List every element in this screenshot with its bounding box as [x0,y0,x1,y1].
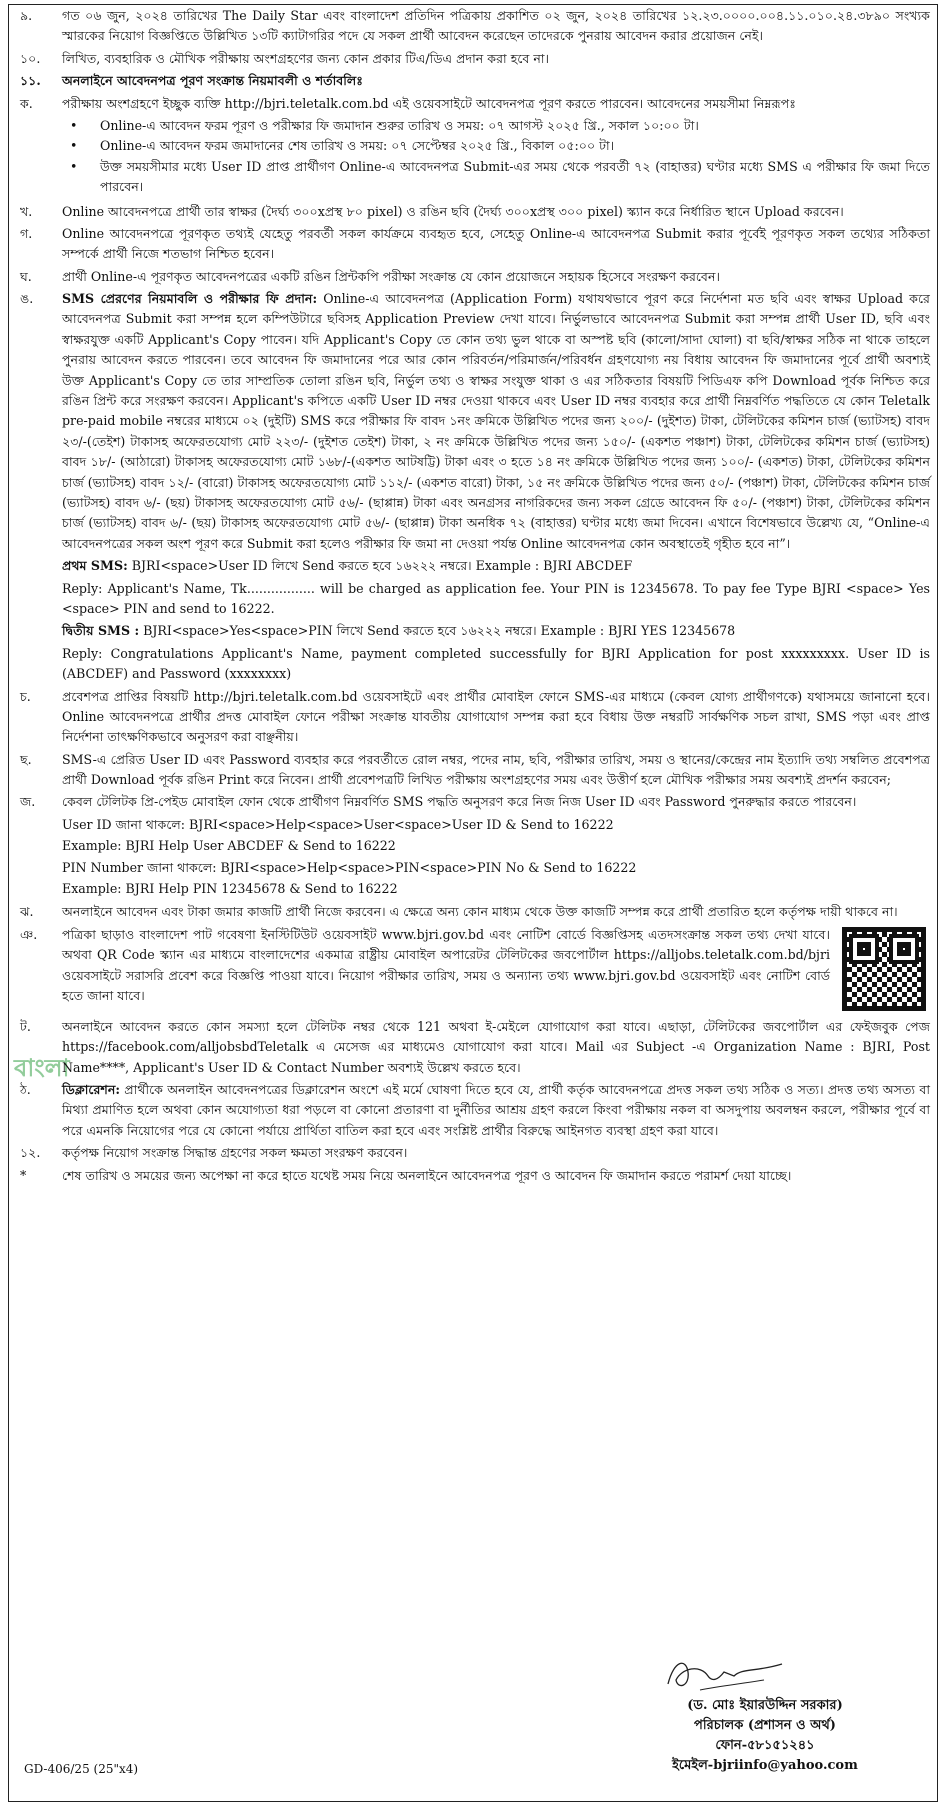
reference-number: GD-406/25 (25"x4) [24,1762,139,1776]
declaration-heading: ডিক্লারেশন: [62,1081,120,1097]
notice-body [20,6,930,1188]
bullet-item: • উক্ত সময়সীমার মধ্যে User ID প্রাপ্ত প্রার্থীগণ Online-এ আবেদনপত্র Submit-এর সময় থেকে পরবর্তী ৭২ (বাহাত্তর) ঘণ্টার মধ্যে SMS এ পরীক্ষার ফি জমা দিতে পারবেন। [70,157,930,198]
item-ja: জ. কেবল টেলিটক প্রি-পেইড মোবাইল ফোন থেকে প্রার্থীগণ নিম্নবর্ণিত SMS পদ্ধতি অনুসরণ করে নিজ নিজ User ID এবং Password পুনরুদ্ধার করতে পারবেন। [20,794,857,810]
item-9: ৯. গত ০৬ জুন, ২০২৪ তারিখের The Daily Star এবং বাংলাদেশ প্রতিদিন পত্রিকায় প্রকাশিত ০২ জুন, ২০২৪ তারিখের ১২.২৩.০০০০.০০৪.১১.০১০.২৪.৩৮৯০ সংখ্যক স্মারকের নিয়োগ বিজ্ঞপ্তিতে উল্লিখিত ১৩টি ক্যাটাগরির পদে যে সকল প্রার্থী আবেদন করেছেন তাদেরকে পুনরায় আবেদন করার প্রয়োজন নেই। [20,8,930,44]
item-uma: ঙ. SMS প্রেরণের নিয়মাবলি ও পরীক্ষার ফি প্রদান: Online-এ আবেদনপত্র (Application Form) যথাযথভাবে পূরণ করে নির্দেশনা মত ছবি এবং স্বাক্ষর Upload করে আবেদনপত্র Submit করা সম্পন্ন হলে কম্পিউটারে ছবিসহ Application Preview দেখা যাবে। নির্ভুলভাবে আবেদনপত্র Submit করা সম্পন্ন প্রার্থী User ID, ছবি এবং স্বাক্ষরযুক্ত একটি Applicant's Copy পাবেন। যদি Applicant's Copy তে কোন তথ্য ভুল থাকে বা অস্পষ্ট ছবি (কালো/সাদা ঘোলা) বা ছবি/স্বাক্ষর সঠিক না থাকে তাহলে পুনরায় আবেদন করতে পারবেন। তবে আবেদন ফি জমাদানের পরে আর কোন পরিবর্তন/পরিমার্জন/পরিবর্ধন গ্রহণযোগ্য নয় বিধায় আবেদন ফি জমাদানের পূর্বে প্রার্থী অবশ্যই উক্ত Applicant's Copy তে তার সাম্প্রতিক তোলা রঙিন ছবি, নির্ভুল তথ্য ও স্বাক্ষর সংযুক্ত থাকা ও এর সঠিকতার বিষয়টি পিডিএফ কপি Download পূর্বক নিশ্চিত করে রঙিন প্রিন্ট করে সংরক্ষণ করবেন। Applicant's কপিতে একটি User ID নম্বর দেওয়া থাকবে এবং User ID নম্বর ব্যবহার করে প্রার্থী নিম্নবর্ণিত পদ্ধতিতে যে কোন Teletalk pre-paid mobile নম্বরের মাধ্যমে ০২ (দুইটি) SMS করে পরীক্ষার ফি বাবদ ১নং ক্রমিকে উল্লিখিত পদের জন্য ২০০/- (দুইশত) টাকা, টেলিটকের কমিশন চার্জ (ভ্যাটসহ) বাবদ ২৩/-(তেইশ) টাকাসহ অফেরতযোগ্য মোট ২২৩/- (দুইশত তেইশ) টাকা, ২ নং ক্রমিকে উল্লিখিত পদের জন্য ১৫০/- (একশত পঞ্চাশ) টাকা, টেলিটকের কমিশন চার্জ (ভ্যাটসহ) বাবদ ১৮/- (আঠারো) টাকাসহ অফেরতযোগ্য মোট ১৬৮/-(একশত আটষট্টি) টাকা এবং ৩ হতে ১৪ নং ক্রমিকে উল্লিখিত পদের জন্য ১০০/- (একশত) টাকা, টেলিটকের কমিশন চার্জ (ভ্যাটসহ) বাবদ ১২/- (বারো) টাকাসহ অফেরতযোগ্য মোট ১১২/- (একশত বারো) টাকা, ১৫ নং ক্রমিকে উল্লিখিত পদের জন্য ৫০/- (পঞ্চাশ) টাকা, টেলিটকের কমিশন চার্জ (ভ্যাটসহ) বাবদ ৬/- (ছয়) টাকাসহ অফেরতযোগ্য মোট ৫৬/- (ছাপ্পান্ন) টাকা এবং অনগ্রসর নাগরিকদের জন্য সকল গ্রেডে আবেদন ফি ৫০/- (পঞ্চাশ) টাকা, টেলিটকের কমিশন চার্জ (ভ্যাটসহ) বাবদ ৬/- (ছয়) টাকাসহ অফেরতযোগ্য মোট ৫৬/- (ছাপ্পান্ন) টাকা অনধিক ৭২ (বাহাত্তর) ঘণ্টার মধ্যে জমা দিবেন। এখানে বিশেষভাবে উল্লেখ্য যে, “Online-এ আবেদনপত্রের সকল অংশ পূরণ করে Submit করা হলেও পরীক্ষার ফি জমা না দেওয়া পর্যন্ত Online আবেদনপত্র কোন অবস্থাতেই গৃহীত হবে না”। [20,291,930,551]
first-sms-reply: Reply: Applicant's Name, Tk................. will be charged as application fee. Your PIN is 12345678. To pay fee Type BJRI <space> Yes <space> PIN and send to 16222. [62,580,930,616]
qr-code-icon[interactable] [842,927,926,1011]
item-ta: ট. অনলাইনে আবেদন করতে কোন সমস্যা হলে টেলিটক নম্বর থেকে 121 অথবা ই-মেইলে যোগাযোগ করা যাবে। এছাড়া, টেলিটকের জবপোর্টাল এর ফেইজবুক পেজ https://facebook.com/alljobsbdTeletalk এ মেসেজ এর মাধ্যমেও যোগাযোগ করা যাবে। Mail এর Subject -এ Organization Name : BJRI, Post Name****, Applicant's User ID & Contact Number অবশ্যই উল্লেখ করতে হবে। [20,1018,930,1075]
item-ga: গ. Online আবেদনপত্রে পূরণকৃত তথ্যই যেহেতু পরবর্তী সকল কার্যক্রমে ব্যবহৃত হবে, সেহেতু Online-এ আবেদনপত্র Submit করার পূর্বেই পূরণকৃত সকল তথ্যের সঠিকতা সম্পর্কে প্রার্থী নিজে শতভাগ নিশ্চিত হবেন। [20,225,930,262]
sms-rules-heading: SMS প্রেরণের নিয়মাবলি ও পরীক্ষার ফি প্রদান: [62,291,318,307]
bullet-item: • Online-এ আবেদন ফরম পূরণ ও পরীক্ষার ফি জমাদান শুরুর তারিখ ও সময়: ০৭ আগস্ট ২০২৫ খ্রি., সকাল ১০:০০ টা। [70,116,930,136]
item-kha: খ. Online আবেদনপত্রে প্রার্থী তার স্বাক্ষর (দৈর্ঘ্য ৩০০xপ্রস্থ ৮০ pixel) ও রঙিন ছবি (দৈর্ঘ্য ৩০০xপ্রস্থ ৩০০ pixel) স্ক্যান করে নির্ধারিত স্থানে Upload করবেন। [20,203,844,219]
first-sms: প্রথম SMS: BJRI<space>User ID লিখে Send করতে হবে ১৬২২২ নম্বরে। Example : BJRI ABCDEF [62,558,633,574]
item-tha: ঠ. ডিক্লারেশন: প্রার্থীকে অনলাইন আবেদনপত্রের ডিক্লারেশন অংশে এই মর্মে ঘোষণা দিতে হবে যে, প্রার্থী কর্তৃক আবেদনপত্রে প্রদত্ত সকল তথ্য সঠিক ও সত্য। প্রদত্ত তথ্য অসত্য বা মিথ্যা প্রমাণিত হলে অথবা কোন অযোগ্যতা ধরা পড়লে বা কোনো প্রতারণা বা দুর্নীতির আশ্রয় গ্রহণ করলে কিংবা পরীক্ষায় নকল বা অসদুপায় অবলম্বন করলে, পরীক্ষার পূর্বে বা পরে এমনকি নিয়োগের পরে যে কোনো পর্যায়ে প্রার্থিতা বাতিল করা হবে এবং সংশ্লিষ্ট প্রার্থীর বিরুদ্ধে আইনগত ব্যবস্থা গ্রহণ করা যাবে। [20,1081,930,1138]
bullet-item: • Online-এ আবেদন ফরম জমাদানের শেষ তারিখ ও সময়: ০৭ সেপ্টেম্বর ২০২৫ খ্রি., বিকাল ০৫:০০ টা। [70,136,930,156]
signatory-email[interactable]: ইমেইল-bjriinfo@yahoo.com [672,1758,858,1774]
bullet-dot-icon: • [70,117,78,133]
item-12: ১২. কর্তৃপক্ষ নিয়োগ সংক্রান্ত সিদ্ধান্ত গ্রহণের সকল ক্ষমতা সংরক্ষণ করবেন। [20,1145,408,1161]
watermark-logo: বাংলা [14,1053,70,1082]
signatory-title: পরিচালক (প্রশাসন ও অর্থ) [694,1718,836,1734]
second-sms: দ্বিতীয় SMS : BJRI<space>Yes<space>PIN লিখে Send করতে হবে ১৬২২২ নম্বরে। Example : BJRI YES 12345678 [62,623,736,639]
item-chha: ছ. SMS-এ প্রেরিত User ID এবং Password ব্যবহার করে পরবর্তীতে রোল নম্বর, পদের নাম, ছবি, পরীক্ষার তারিখ, সময় ও স্থানের/কেন্দ্রের নাম ইত্যাদি তথ্য সম্বলিত প্রবেশপত্র প্রার্থী Download পূর্বক রঙিন Print করে নিবেন। প্রার্থী প্রবেশপত্রটি লিখিত পরীক্ষায় অংশগ্রহণের সময় এবং উত্তীর্ণ হলে মৌখিক পরীক্ষার সময় অবশ্যই প্রদর্শন করবেন; [20,751,930,788]
signatory-phone: ফোন-৫৮১৫১২৪১ [715,1738,815,1754]
item-ka: ক. পরীক্ষায় অংশগ্রহণে ইচ্ছুক ব্যক্তি http://bjri.teletalk.com.bd এই ওয়েবসাইটে আবেদনপত্র পূরণ করতে পারবেন। আবেদনের সময়সীমা নিম্নরূপঃ [20,95,796,111]
item-10: ১০. লিখিত, ব্যবহারিক ও মৌখিক পরীক্ষায় অংশগ্রহণের জন্য কোন প্রকার টিএ/ডিএ প্রদান করা হবে না। [20,50,550,66]
second-sms-reply: Reply: Congratulations Applicant's Name, payment completed successfully for BJRI Application for post xxxxxxxxx. User ID is (ABCDEF) and Password (xxxxxxxx) [62,645,930,682]
item-jha: ঝ. অনলাইনে আবেদন এবং টাকা জমার কাজটি প্রার্থী নিজে করবেন। এ ক্ষেত্রে অন্য কোন মাধ্যম থেকে উক্ত কাজটি সম্পন্ন করে প্রার্থী প্রতারিত হলে কর্তৃপক্ষ দায়ী থাকবে না। [20,904,898,920]
recovery-sms-line: User ID জানা থাকলে: BJRI<space>Help<space>User<space>User ID & Send to 16222 [62,816,614,832]
signatory-block [600,1696,930,1777]
bullet-dot-icon: • [70,158,78,174]
recovery-sms-line: Example: BJRI Help User ABCDEF & Send to 16222 [62,838,396,854]
signatory-name: (ড. মোঃ ইয়ারউদ্দিন সরকার) [687,1698,843,1713]
recovery-sms-line: Example: BJRI Help PIN 12345678 & Send to 16222 [62,881,398,897]
item-cha: চ. প্রবেশপত্র প্রাপ্তির বিষয়টি http://bjri.teletalk.com.bd ওয়েবসাইটে এবং প্রার্থীর মোবাইল ফোনে SMS-এর মাধ্যমে (কেবল যোগ্য প্রার্থীগণকে) যথাসময়ে জানানো হবে। Online আবেদনপত্রে প্রার্থীর প্রদত্ত মোবাইল ফোনে পরীক্ষা সংক্রান্ত যাবতীয় যোগাযোগ সম্পন্ন করা হবে বিধায় উক্ত নম্বরটি সার্বক্ষণিক সচল রাখা, SMS পড়া এবং প্রাপ্ত নির্দেশনা তাৎক্ষণিকভাবে অনুসরণ করা বাঞ্ছনীয়। [20,688,930,745]
item-11-heading: ১১. অনলাইনে আবেদনপত্র পূরণ সংক্রান্ত নিয়মাবলী ও শর্তাবলিঃ [20,73,363,89]
sms-rules-text: Online-এ আবেদনপত্র (Application Form) যথাযথভাবে পূরণ করে নির্দেশনা মত ছবি এবং স্বাক্ষর Upload করে আবেদনপত্র Submit করা সম্পন্ন হলে কম্পিউটারে ছবিসহ Application Preview দেখা যাবে। নির্ভুলভাবে আবেদনপত্র Submit করা সম্পন্ন প্রার্থী User ID, ছবি এবং স্বাক্ষরযুক্ত একটি Applicant's Copy পাবেন। যদি Applicant's Copy তে কোন তথ্য ভুল থাকে বা অস্পষ্ট ছবি (কালো/সাদা ঘোলা) বা ছবি/স্বাক্ষর সঠিক না থাকে তাহলে পুনরায় আবেদন করতে পারবেন। তবে আবেদন ফি জমাদানের পরে আর কোন পরিবর্তন/পরিমার্জন/পরিবর্ধন গ্রহণযোগ্য নয় বিধায় আবেদন ফি জমাদানের পূর্বে প্রার্থী অবশ্যই উক্ত Applicant's Copy তে তার সাম্প্রতিক তোলা রঙিন ছবি, নির্ভুল তথ্য ও স্বাক্ষর সংযুক্ত থাকা ও এর সঠিকতার বিষয়টি পিডিএফ কপি Download পূর্বক নিশ্চিত করে রঙিন প্রিন্ট করে সংরক্ষণ করবেন। Applicant's কপিতে একটি User ID নম্বর দেওয়া থাকবে এবং User ID নম্বর ব্যবহার করে প্রার্থী নিম্নবর্ণিত পদ্ধতিতে যে কোন Teletalk pre-paid mobile নম্বরের মাধ্যমে ০২ (দুইটি) SMS করে পরীক্ষার ফি বাবদ ১নং ক্রমিকে উল্লিখিত পদের জন্য ২০০/- (দুইশত) টাকা, টেলিটকের কমিশন চার্জ (ভ্যাটসহ) বাবদ ২৩/-(তেইশ) টাকাসহ অফেরতযোগ্য মোট ২২৩/- (দুইশত তেইশ) টাকা, ২ নং ক্রমিকে উল্লিখিত পদের জন্য ১৫০/- (একশত পঞ্চাশ) টাকা, টেলিটকের কমিশন চার্জ (ভ্যাটসহ) বাবদ ১৮/- (আঠারো) টাকাসহ অফেরতযোগ্য মোট ১৬৮/-(একশত আটষট্টি) টাকা এবং ৩ হতে ১৪ নং ক্রমিকে উল্লিখিত পদের জন্য ১০০/- (একশত) টাকা, টেলিটকের কমিশন চার্জ (ভ্যাটসহ) বাবদ ১২/- (বারো) টাকাসহ অফেরতযোগ্য মোট ১১২/- (একশত বারো) টাকা, ১৫ নং ক্রমিকে উল্লিখিত পদের জন্য ৫০/- (পঞ্চাশ) টাকা, টেলিটকের কমিশন চার্জ (ভ্যাটসহ) বাবদ ৬/- (ছয়) টাকাসহ অফেরতযোগ্য মোট ৫৬/- (ছাপ্পান্ন) টাকা এবং অনগ্রসর নাগরিকদের জন্য সকল গ্রেডে আবেদন ফি ৫০/- (পঞ্চাশ) টাকা, টেলিটকের কমিশন চার্জ (ভ্যাটসহ) বাবদ ৬/- (ছয়) টাকাসহ অফেরতযোগ্য মোট ৫৬/- (ছাপ্পান্ন) টাকা অনধিক ৭২ (বাহাত্তর) ঘণ্টার মধ্যে জমা দিবেন। এখানে বিশেষভাবে উল্লেখ্য যে, “Online-এ আবেদনপত্রের সকল অংশ পূরণ করে Submit করা হলেও পরীক্ষার ফি জমা না দেওয়া পর্যন্ত Online আবেদনপত্র কোন অবস্থাতেই গৃহীত হবে না”। [62,291,930,551]
bullet-dot-icon: • [70,138,78,154]
item-gha: ঘ. প্রার্থী Online-এ পূরণকৃত আবেদনপত্রের একটি রঙিন প্রিন্টকপি পরীক্ষা সংক্রান্ত যে কোন প্রয়োজনে সহায়ক হিসেবে সংরক্ষণ করবেন। [20,268,720,284]
advice-note: * শেষ তারিখ ও সময়ের জন্য অপেক্ষা না করে হাতে যথেষ্ট সময় নিয়ে অনলাইনে আবেদনপত্র পূরণ ও আবেদন ফি জমাদান করতে পরামর্শ দেয়া যাচ্ছে। [20,1167,792,1183]
item-nya: ঞ. পত্রিকা ছাড়াও বাংলাদেশ পাট গবেষণা ইনস্টিটিউট ওয়েবসাইট www.bjri.gov.bd এবং নোটিশ বোর্ডে বিজ্ঞপ্তিসহ এতদসংক্রান্ত সকল তথ্য দেখা যাবে। অথবা QR Code স্ক্যান এর মাধ্যমে বাংলাদেশের একমাত্র রাষ্ট্রীয় মোবাইল অপারেটর টেলিটকের জবপোর্টাল https://alljobs.teletalk.com.bd/bjri ওয়েবসাইটে সরাসরি প্রবেশ করে বিজ্ঞপ্তি পাওয়া যাবে। নিয়োগ পরীক্ষার তারিখ, সময় ও অন্যান্য তথ্য www.bjri.gov.bd ওয়েবসাইট এবং নোটিশ বোর্ড হতে জানা যাবে। [20,925,930,1015]
recovery-sms-line: PIN Number জানা থাকলে: BJRI<space>Help<space>PIN<space>PIN No & Send to 16222 [62,859,637,875]
handwritten-signature [660,1650,790,1698]
